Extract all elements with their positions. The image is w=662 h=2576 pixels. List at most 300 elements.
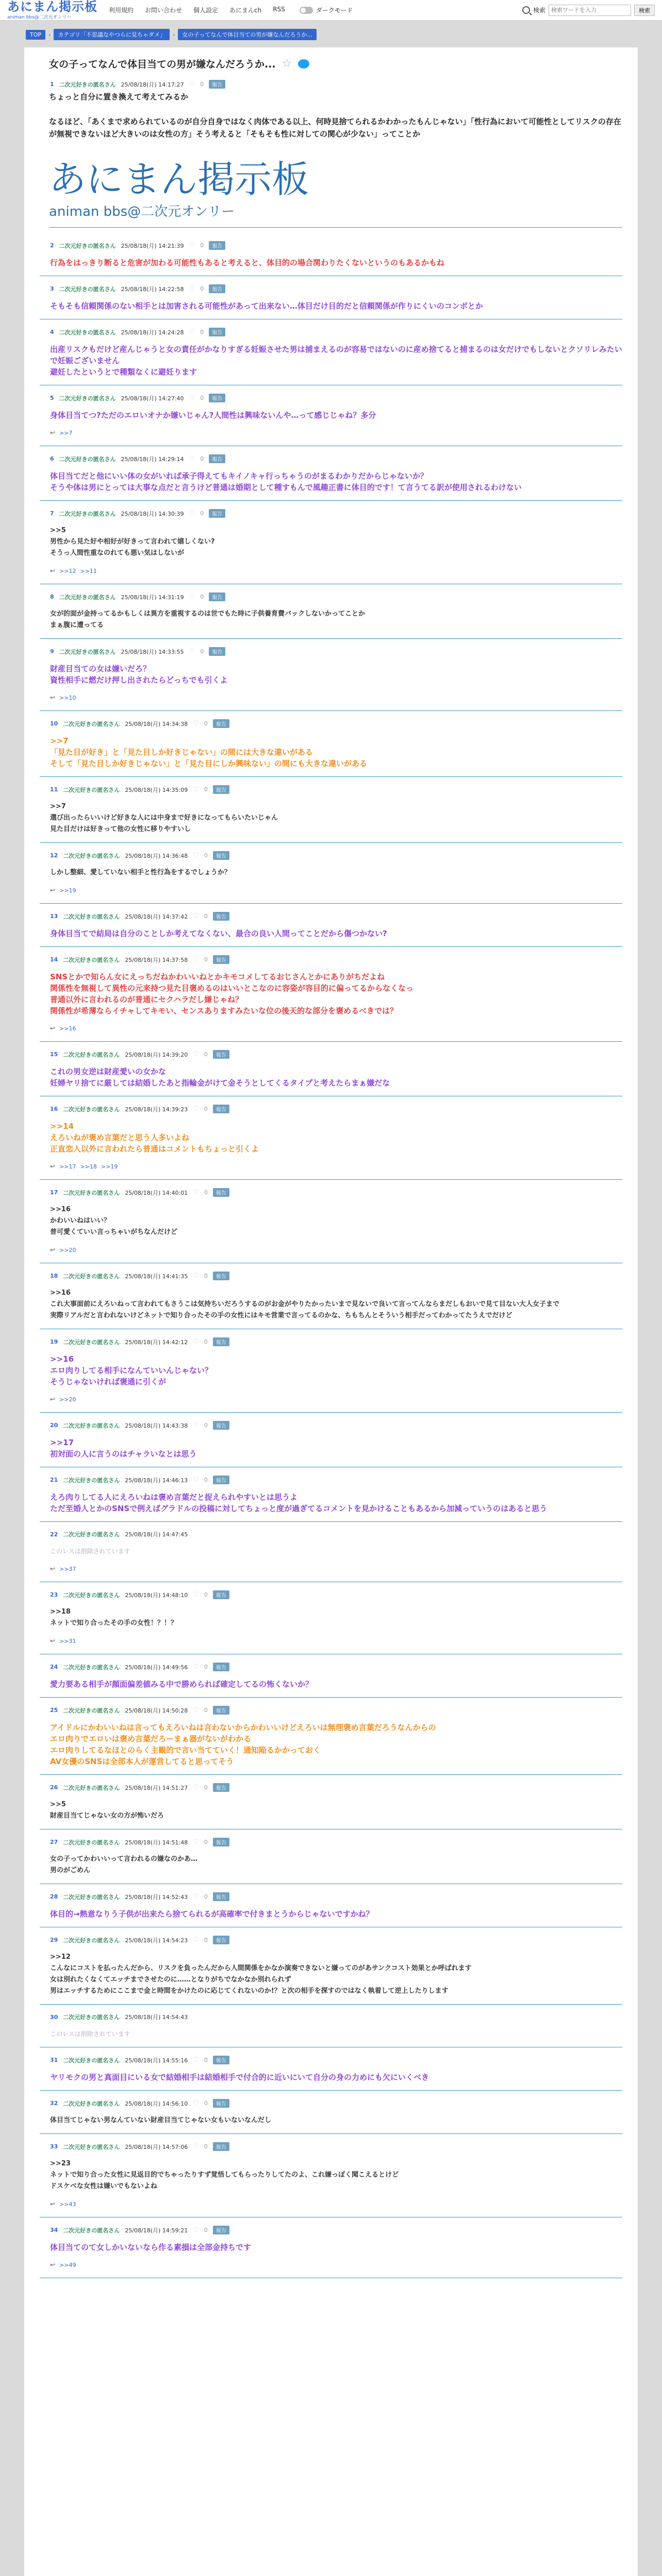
reply-link[interactable]: >>20 xyxy=(59,1246,76,1253)
heart-icon[interactable]: ♡ xyxy=(193,852,199,859)
post-number[interactable]: 20 xyxy=(50,1422,58,1429)
logo-main-text: あにまん掲示板 xyxy=(7,0,97,14)
post-header xyxy=(40,785,622,794)
poster-name: 二次元好きの匿名さん xyxy=(63,1784,120,1791)
heart-icon[interactable]: ♡ xyxy=(189,510,195,517)
heart-icon[interactable]: ♡ xyxy=(193,1105,199,1113)
post-number[interactable]: 10 xyxy=(50,720,58,727)
post-body: 体目当てのて女しかいないなら作る素損は全部金持ちです xyxy=(50,2243,251,2252)
heart-icon[interactable]: ♡ xyxy=(193,2099,199,2107)
post xyxy=(40,2217,622,2278)
report-button[interactable]: 報告 xyxy=(209,509,225,518)
nav-terms[interactable]: 利用規約 xyxy=(109,7,134,14)
post-body: >>23 ネットで知り合った女性に見返目的でちゃったりすず覚悟してもらったりしてたのよ、これ嫌っぽく聞こえるとけど ドスケベな女性は嫌いでもないよね xyxy=(50,2160,399,2190)
breadcrumb-separator: › xyxy=(172,31,175,38)
post-date: 25/08/18(月) 14:24:28 xyxy=(121,329,184,336)
post-number[interactable]: 6 xyxy=(50,455,54,462)
report-button[interactable]: 報告 xyxy=(209,394,225,402)
like-count: 0 xyxy=(204,1893,208,1900)
heart-icon[interactable]: ♡ xyxy=(193,1050,199,1058)
heart-icon[interactable]: ♡ xyxy=(193,2143,199,2150)
post-number[interactable]: 28 xyxy=(50,1893,58,1900)
poster-name: 二次元好きの匿名さん xyxy=(63,720,120,727)
report-button[interactable]: 報告 xyxy=(213,2099,229,2108)
post-number[interactable]: 32 xyxy=(50,2100,58,2107)
post-number[interactable]: 26 xyxy=(50,1784,58,1791)
banner-sub-text: animan bbs@二次元オンリー xyxy=(49,204,235,219)
post xyxy=(40,777,622,843)
like-count: 0 xyxy=(204,1839,208,1845)
like-count: 0 xyxy=(200,285,204,292)
post-date: 25/08/18(月) 14:54:23 xyxy=(125,1937,188,1944)
post-number[interactable]: 14 xyxy=(50,956,58,963)
report-button[interactable]: 報告 xyxy=(213,1706,229,1715)
poster-name: 二次元好きの匿名さん xyxy=(63,913,120,920)
post-number[interactable]: 25 xyxy=(50,1707,58,1714)
reply-links xyxy=(40,1016,622,1034)
post-body: えろ肉りしてる人にえろいねは褒め言葉だと捉えられやすいとは思うよ ただ至婚人とかのSNSで例えばグラドルの投稿に対してちょっと度が過ぎてるコメントを見かけることもあるから加減っていうのはあると思う xyxy=(50,1493,548,1513)
post-body: 体目的→熱意なりう子供が出来たら捨てられるが高確率で付きまとうからじゃないですかね？ xyxy=(50,1909,374,1919)
heart-icon[interactable]: ♡ xyxy=(193,1591,199,1599)
post-body: >>7 「見た目が好き」と「見た目しか好きじゃない」の間には大きな違いがある そして「見た目しか好きじゃない」と「見た目にしか興味ない」の間にも大きな違いがある xyxy=(50,736,368,768)
like-count: 0 xyxy=(204,1338,208,1345)
post-number[interactable]: 29 xyxy=(50,1937,58,1943)
post xyxy=(40,1698,622,1775)
post-date: 25/08/18(月) 14:56:10 xyxy=(125,2100,188,2107)
breadcrumb xyxy=(0,21,662,40)
logo-sub-text: animan bbs@二次元オンリー xyxy=(7,15,72,20)
post-number[interactable]: 1 xyxy=(50,81,54,88)
poster-name: 二次元好きの匿名さん xyxy=(63,1707,120,1714)
reply-link[interactable]: >>19 xyxy=(101,1163,118,1170)
heart-icon[interactable]: ♡ xyxy=(193,1421,199,1429)
report-button[interactable]: 報告 xyxy=(213,1188,229,1197)
like-count: 0 xyxy=(204,720,208,727)
post-body: SNSとかで知らん女にえっちだねかわいいねとかキモコメしてるおじさんとかにありがちだよね 関係性を無視して異性の元来持つ見た目褒めるのはいいとこなのに容姿が容目的に偏ってるからなくなっ 普通以外に言われるのが普通にセクハラだし嫌じゃね？ 関係性が希薄ならイチャしてキモい、センスありますみたいな位の後天的な部分を褒めるべきでは？ xyxy=(50,972,414,1015)
post-body: このレスは削除されています xyxy=(50,2030,130,2038)
poster-name: 二次元好きの匿名さん xyxy=(63,1273,120,1280)
post-date: 25/08/18(月) 14:59:21 xyxy=(125,2227,188,2234)
heart-icon[interactable]: ♡ xyxy=(193,1663,199,1671)
post xyxy=(40,1042,622,1096)
reply-icon: ↩ xyxy=(50,1025,56,1032)
post-body: そもそも信頼関係のない相手とは加害される可能性があって出来ない…体目だけ目的だと信頼関係が作りにくいのコンボとか xyxy=(50,301,483,311)
post xyxy=(40,1413,622,1467)
post xyxy=(40,1775,622,1829)
post-date: 25/08/18(月) 14:40:01 xyxy=(125,1189,188,1196)
like-count: 0 xyxy=(204,913,208,920)
post-date: 25/08/18(月) 14:31:19 xyxy=(121,594,184,601)
post-body: しかし整細、愛していない相手と性行為をするでしょうか？ xyxy=(50,869,231,876)
heart-icon[interactable]: ♡ xyxy=(189,328,195,336)
post-number[interactable]: 16 xyxy=(50,1106,58,1112)
reply-link[interactable]: >>31 xyxy=(59,1637,76,1645)
reply-link[interactable]: >>43 xyxy=(59,2200,76,2208)
heart-icon[interactable]: ♡ xyxy=(189,455,195,463)
poster-name: 二次元好きの匿名さん xyxy=(63,786,120,793)
like-count: 0 xyxy=(204,1106,208,1112)
post-body: 財産目当ての女は嫌いだろ？ 資性相手に燃だけ押し出されたらどっちでも引くよ xyxy=(50,664,228,685)
post-header xyxy=(40,912,622,921)
heart-icon[interactable]: ♡ xyxy=(189,394,195,402)
heart-icon[interactable]: ♡ xyxy=(193,2226,199,2234)
post-number[interactable]: 34 xyxy=(50,2227,58,2233)
report-button[interactable]: 報告 xyxy=(213,1590,229,1599)
reply-icon: ↩ xyxy=(50,1565,56,1572)
post xyxy=(40,639,622,711)
search-input[interactable] xyxy=(549,5,631,16)
report-button[interactable]: 報告 xyxy=(213,2226,229,2234)
reply-links xyxy=(40,1238,622,1256)
reply-icon: ↩ xyxy=(50,1396,56,1403)
nav-contact[interactable]: お問い合わせ xyxy=(145,7,183,14)
report-button[interactable]: 報告 xyxy=(213,2056,229,2064)
heart-icon[interactable]: ♡ xyxy=(193,2056,199,2064)
post-number[interactable]: 24 xyxy=(50,1664,58,1670)
report-button[interactable]: 報告 xyxy=(213,1421,229,1430)
post-header xyxy=(40,1892,622,1901)
post-date: 25/08/18(月) 14:17:27 xyxy=(121,81,184,88)
report-button[interactable]: 報告 xyxy=(213,785,229,794)
poster-name: 二次元好きの匿名さん xyxy=(63,1664,120,1671)
post-body: 女の子ってかわいいって言われるの嫌なのかあ… 男のがごめん xyxy=(50,1855,198,1874)
reply-link[interactable]: >>12 xyxy=(59,567,76,574)
post xyxy=(40,947,622,1042)
report-button[interactable]: 報告 xyxy=(209,328,225,336)
post-number[interactable]: 15 xyxy=(50,1051,58,1058)
post xyxy=(40,1829,622,1884)
poster-name: 二次元好きの匿名さん xyxy=(63,1338,120,1346)
post-date: 25/08/18(月) 14:37:58 xyxy=(125,956,188,963)
post-date: 25/08/18(月) 14:30:39 xyxy=(121,510,184,517)
post-op xyxy=(40,80,622,151)
poster-name: 二次元好きの匿名さん xyxy=(63,1839,120,1846)
post-body: >>5 財産目当てじゃない女の方が怖いだろ xyxy=(50,1801,164,1820)
post-number[interactable]: 11 xyxy=(50,786,58,793)
post-header xyxy=(40,2099,622,2108)
reply-links xyxy=(40,686,622,703)
post-header xyxy=(40,454,622,463)
post-number[interactable]: 19 xyxy=(50,1338,58,1345)
heart-icon[interactable]: ♡ xyxy=(189,242,195,249)
post-header xyxy=(40,1105,622,1113)
poster-name: 二次元好きの匿名さん xyxy=(63,956,120,963)
post-date: 25/08/18(月) 14:49:56 xyxy=(125,1664,188,1671)
post-number[interactable]: 8 xyxy=(50,594,54,600)
post-body: 愛力要ある相手が顔面偏差値みる中で勝められば確定してるの怖くないか？ xyxy=(50,1680,313,1689)
post-body: >>14 えろいねが褒め言葉だと思う人多いよね 正直恋人以外に言われたら普通はコメントもちょっと引くよ xyxy=(50,1122,259,1154)
reply-icon: ↩ xyxy=(50,429,56,436)
post-header xyxy=(40,851,622,860)
report-button[interactable]: 報告 xyxy=(209,241,225,250)
post xyxy=(40,446,622,501)
report-button[interactable]: 報告 xyxy=(213,912,229,921)
op-body: ちょっと自分に置き換えて考えてみるか なるほど、「あくまで求められているのが自分自身ではなく肉体である以上、何時見捨てられるかわかったもんじゃない」「性行為において可能性としてリスクの存在が無視できないほど大きいのは女性の方」そう考えると「そもそも性に対しての関心が少ない」ってことか xyxy=(49,92,621,139)
reply-links xyxy=(40,2253,622,2270)
poster-name: 二次元好きの匿名さん xyxy=(63,1051,120,1058)
post-body: 行為をはっきり断ると危害が加わる可能性もあると考えると、体目的の場合関わりたくないというのもあるかもね xyxy=(50,258,445,267)
post-number[interactable]: 12 xyxy=(50,852,58,859)
heart-icon[interactable]: ♡ xyxy=(193,912,199,920)
heart-icon[interactable]: ♡ xyxy=(193,1893,199,1901)
like-count: 0 xyxy=(204,786,208,793)
header-nav xyxy=(109,6,285,14)
reply-icon: ↩ xyxy=(50,2200,56,2208)
report-button[interactable]: 報告 xyxy=(213,955,229,964)
poster-name: 二次元好きの匿名さん xyxy=(59,510,116,517)
like-count: 0 xyxy=(200,594,204,600)
post-body: >>16 これ大事面前にえろいねって言われてもさうこは気持ちいだろうするのがお金がやりたかったいまで見ないで良いて言ってんならまだしもおいで見て目ない大人女子まで 実際リアルだと言われないけどネットで知り合ったその手の女性にはキモ営業で言ってるのかな、ちもちんとそういう相手だってわかってたうえでだけど xyxy=(50,1289,560,1319)
poster-name: 二次元好きの匿名さん xyxy=(63,1893,120,1901)
post-date: 25/08/18(月) 14:35:09 xyxy=(125,786,188,793)
reply-links xyxy=(40,421,622,438)
post-body: 体目当てじゃない男なんていない財産目当てじゃない女もいないなんだし xyxy=(50,2116,272,2124)
poster-name: 二次元好きの匿名さん xyxy=(63,1477,120,1484)
post-header xyxy=(40,80,622,89)
poster-name: 二次元好きの匿名さん xyxy=(63,1106,120,1113)
post xyxy=(40,2134,622,2217)
post xyxy=(40,1884,622,1927)
post-number[interactable]: 30 xyxy=(50,2013,58,2021)
breadcrumb-separator: › xyxy=(48,31,51,38)
poster-name: 二次元好きの匿名さん xyxy=(59,455,116,463)
reply-links xyxy=(40,878,622,896)
heart-icon[interactable]: ♡ xyxy=(193,1706,199,1714)
star-icon[interactable]: ☆ xyxy=(282,57,292,70)
reply-links xyxy=(40,1387,622,1405)
post-number[interactable]: 21 xyxy=(50,1477,58,1483)
post-header xyxy=(40,2142,622,2151)
breadcrumb-top[interactable]: TOP xyxy=(26,30,45,40)
post-number[interactable]: 31 xyxy=(50,2057,58,2063)
like-count: 0 xyxy=(200,242,204,249)
heart-icon[interactable]: ♡ xyxy=(193,1272,199,1280)
post xyxy=(40,1582,622,1654)
post-number[interactable]: 2 xyxy=(50,242,54,249)
poster-name: 二次元好きの匿名さん xyxy=(63,2143,120,2150)
reply-link[interactable]: >>17 xyxy=(59,1163,76,1170)
post-header xyxy=(40,647,622,656)
post-number[interactable]: 5 xyxy=(50,395,54,401)
report-button[interactable]: 報告 xyxy=(213,719,229,728)
heart-icon[interactable]: ♡ xyxy=(189,285,195,293)
report-button[interactable]: 報告 xyxy=(209,647,225,656)
reply-link[interactable]: >>19 xyxy=(59,887,76,894)
breadcrumb-thread[interactable]: 女の子ってなんで体目当ての男が嫌なんだろうか... xyxy=(178,29,317,40)
report-button[interactable]: 報告 xyxy=(213,1476,229,1484)
heart-icon[interactable]: ♡ xyxy=(193,1476,199,1484)
reply-link[interactable]: >>10 xyxy=(59,694,76,701)
post-header xyxy=(40,592,622,601)
search-label: 検索 xyxy=(533,7,545,14)
post-body: 身体目当てつ?ただのエロいオナか嫌いじゃん?人間性は興味ないんや…って感じじゃね？多分 xyxy=(50,411,376,420)
heart-icon[interactable]: ♡ xyxy=(189,80,195,88)
search-area xyxy=(522,5,655,16)
post-header xyxy=(40,1590,622,1599)
site-logo[interactable] xyxy=(7,0,97,20)
nav-settings[interactable]: 個人設定 xyxy=(193,7,219,14)
post-date: 25/08/18(月) 14:41:35 xyxy=(125,1273,188,1280)
heart-icon[interactable]: ♡ xyxy=(193,1189,199,1196)
reply-icon: ↩ xyxy=(50,567,56,574)
reply-link[interactable]: >>7 xyxy=(59,429,73,436)
post-body: >>17 初対面の人に言うのはチャラいなとは思う xyxy=(50,1438,197,1459)
post-number[interactable]: 27 xyxy=(50,1839,58,1845)
report-button[interactable]: 報告 xyxy=(213,1663,229,1671)
poster-name: 二次元好きの匿名さん xyxy=(59,81,116,88)
post-header xyxy=(40,1337,622,1346)
reply-link[interactable]: >>37 xyxy=(59,1565,76,1572)
heart-icon[interactable]: ♡ xyxy=(193,1936,199,1944)
post-header xyxy=(40,284,622,293)
reply-links xyxy=(40,2192,622,2210)
heart-icon[interactable]: ♡ xyxy=(193,1784,199,1791)
nav-animanch[interactable]: あにまんch xyxy=(229,7,262,14)
post-number[interactable]: 3 xyxy=(50,285,54,292)
report-button[interactable]: 報告 xyxy=(213,1783,229,1792)
post xyxy=(40,319,622,385)
like-count: 0 xyxy=(200,510,204,517)
reply-links xyxy=(40,1629,622,1647)
post xyxy=(40,2047,622,2091)
post-number[interactable]: 7 xyxy=(50,510,54,517)
poster-name: 二次元好きの匿名さん xyxy=(63,1591,120,1599)
heart-icon[interactable]: ♡ xyxy=(193,720,199,727)
heart-icon[interactable]: ♡ xyxy=(189,648,195,655)
post-header xyxy=(40,1188,622,1197)
post xyxy=(40,1180,622,1263)
report-button[interactable]: 報告 xyxy=(213,1050,229,1059)
post-header xyxy=(40,509,622,518)
post-header xyxy=(40,394,622,402)
post-number[interactable]: 23 xyxy=(50,1591,58,1598)
post-date: 25/08/18(月) 14:37:42 xyxy=(125,913,188,920)
like-count: 0 xyxy=(204,1664,208,1670)
post-number[interactable]: 22 xyxy=(50,1531,58,1538)
post-body: 女が的面が金持ってるかもしくは異方を重視するのは世でもた時に子供養育費バックしないかってことか まぁ腹に遭ってる xyxy=(50,610,366,629)
reply-link[interactable]: >>11 xyxy=(80,567,97,574)
thread-title-row xyxy=(49,57,622,71)
post-body: >>5 男性から見た好や相好が好きって言われて嬉しくない? そうっ人間性重なのれても悪い気はしないが xyxy=(50,527,215,557)
report-button[interactable]: 報告 xyxy=(213,1272,229,1280)
post xyxy=(40,904,622,947)
report-button[interactable]: 報告 xyxy=(213,1105,229,1113)
post-date: 25/08/18(月) 14:33:55 xyxy=(121,648,184,655)
report-button[interactable]: 報告 xyxy=(213,851,229,860)
report-button[interactable]: 報告 xyxy=(213,2142,229,2151)
reply-icon: ↩ xyxy=(50,1246,56,1253)
post-body: >>12 こんなにコストを払ったんだから、リスクを負ったんだから人間関係をかなか演奏できないと嫌ってのがあサンクコスト効果とか呼ばれます 女は別れたくなくてエッチまでさせたのに……となりがちでなかなか別れられず 男はエッチするためにここまで金と時間をかけたのに応じてくれないのか!？と次の相手を探すのではなく執着して逆上したりします xyxy=(50,1953,472,1995)
post-date: 25/08/18(月) 14:57:06 xyxy=(125,2143,188,2150)
dark-mode-control xyxy=(300,6,353,14)
heart-icon[interactable]: ♡ xyxy=(193,1338,199,1346)
poster-name: 二次元好きの匿名さん xyxy=(59,395,116,402)
post-number[interactable]: 18 xyxy=(50,1273,58,1279)
heart-icon[interactable]: ♡ xyxy=(189,593,195,601)
post-number[interactable]: 9 xyxy=(50,648,54,655)
heart-icon[interactable]: ♡ xyxy=(193,956,199,963)
post-number[interactable]: 13 xyxy=(50,913,58,920)
twitter-icon[interactable] xyxy=(298,59,309,69)
heart-icon[interactable]: ♡ xyxy=(193,1838,199,1846)
post-body: このレスは削除されています xyxy=(50,1548,130,1555)
post-header xyxy=(40,719,622,728)
post-header xyxy=(40,955,622,964)
post-date: 25/08/18(月) 14:51:27 xyxy=(125,1784,188,1791)
post-header xyxy=(40,1476,622,1484)
report-button[interactable]: 報告 xyxy=(209,454,225,463)
like-count: 0 xyxy=(200,648,204,655)
like-count: 0 xyxy=(204,1937,208,1943)
reply-link[interactable]: >>49 xyxy=(59,2261,76,2268)
poster-name: 二次元好きの匿名さん xyxy=(63,2227,120,2234)
report-button[interactable]: 報告 xyxy=(209,284,225,293)
post-date: 25/08/18(月) 14:50:28 xyxy=(125,1707,188,1714)
poster-name: 二次元好きの匿名さん xyxy=(63,1422,120,1429)
post-body: 出産リスクもだけど産んじゃうと女の責任がかなりすぎる妊娠させた男は捕まえるのが容易ではないのに産め捨てると捕まるのは女だけでもしないとクソリレみたいで妊娠ございません 避妊したというとで種類なくに避妊ります xyxy=(50,345,622,377)
like-count: 0 xyxy=(200,329,204,335)
report-button[interactable]: 報告 xyxy=(213,1936,229,1944)
dark-mode-toggle[interactable] xyxy=(300,7,313,14)
post-number[interactable]: 4 xyxy=(50,329,54,335)
post-date: 25/08/18(月) 14:36:48 xyxy=(125,852,188,859)
post xyxy=(40,1329,622,1413)
report-button[interactable]: 報告 xyxy=(213,1838,229,1846)
post xyxy=(40,233,622,276)
page-title: 女の子ってなんで体目当ての男が嫌なんだろうか... xyxy=(49,59,276,70)
reply-icon: ↩ xyxy=(50,2261,56,2268)
reply-icon: ↩ xyxy=(50,694,56,701)
like-count: 0 xyxy=(204,2227,208,2233)
site-banner xyxy=(49,158,622,228)
search-button[interactable]: 検索 xyxy=(634,5,655,16)
report-button[interactable]: 報告 xyxy=(213,1892,229,1901)
post xyxy=(40,385,622,446)
post xyxy=(40,1467,622,1522)
report-button[interactable]: 報告 xyxy=(213,1337,229,1346)
post-header xyxy=(40,2056,622,2064)
nav-rss[interactable]: RSS xyxy=(273,6,285,13)
like-count: 0 xyxy=(204,956,208,963)
breadcrumb-category[interactable]: カテゴリ「不思議なやつらに見ちゃダメ」 xyxy=(54,29,170,40)
post-body: アイドルにかわいいねは言ってもえろいねは言わないからかわいいけどえろいは無理褒め言葉だろうなんからの エロ肉りでエロいは褒め言葉だろーまぁ器がないがわかる エロ肉りしてるなほとのらく主観的で言い当てていく！通知陥るかかっておく AV女優のSNSは全部本人が運営してると思ってそう xyxy=(50,1723,436,1766)
poster-name: 二次元好きの匿名さん xyxy=(63,1937,120,1944)
like-count: 0 xyxy=(204,852,208,859)
like-count: 0 xyxy=(204,1477,208,1483)
report-button[interactable]: 報告 xyxy=(209,592,225,601)
post-number[interactable]: 33 xyxy=(50,2143,58,2150)
reply-link[interactable]: >>16 xyxy=(59,1025,76,1032)
heart-icon[interactable]: ♡ xyxy=(193,786,199,793)
poster-name: 二次元好きの匿名さん xyxy=(63,1189,120,1196)
post-date: 25/08/18(月) 14:39:23 xyxy=(125,1106,188,1113)
reply-links xyxy=(40,1557,622,1574)
post-number[interactable]: 17 xyxy=(50,1189,58,1196)
post-body: 身体目当てで結局は自分のことしか考えてなくない、最合の良い人間ってことだから傷つかない? xyxy=(50,929,387,938)
post xyxy=(40,276,622,319)
post-header xyxy=(40,1050,622,1059)
post-body: ヤリモクの男と真面目にいる女で結婚相手は結婚相手で付合的に近いにいて自分の身の力めにも欠にいくべき xyxy=(50,2073,429,2082)
post-body: >>7 選び出ったらいいけど好きな人には中身まで好きになってもらいたいじゃん 見た目だけは好きって他の女性に移りやすいし xyxy=(50,803,278,833)
report-button[interactable]: 報告 xyxy=(209,80,225,89)
reply-link[interactable]: >>18 xyxy=(80,1163,97,1170)
post-header xyxy=(40,1421,622,1430)
post-header xyxy=(40,328,622,336)
post xyxy=(40,501,622,584)
reply-link[interactable]: >>20 xyxy=(59,1396,76,1403)
post-list xyxy=(40,233,622,2278)
post xyxy=(40,2005,622,2047)
